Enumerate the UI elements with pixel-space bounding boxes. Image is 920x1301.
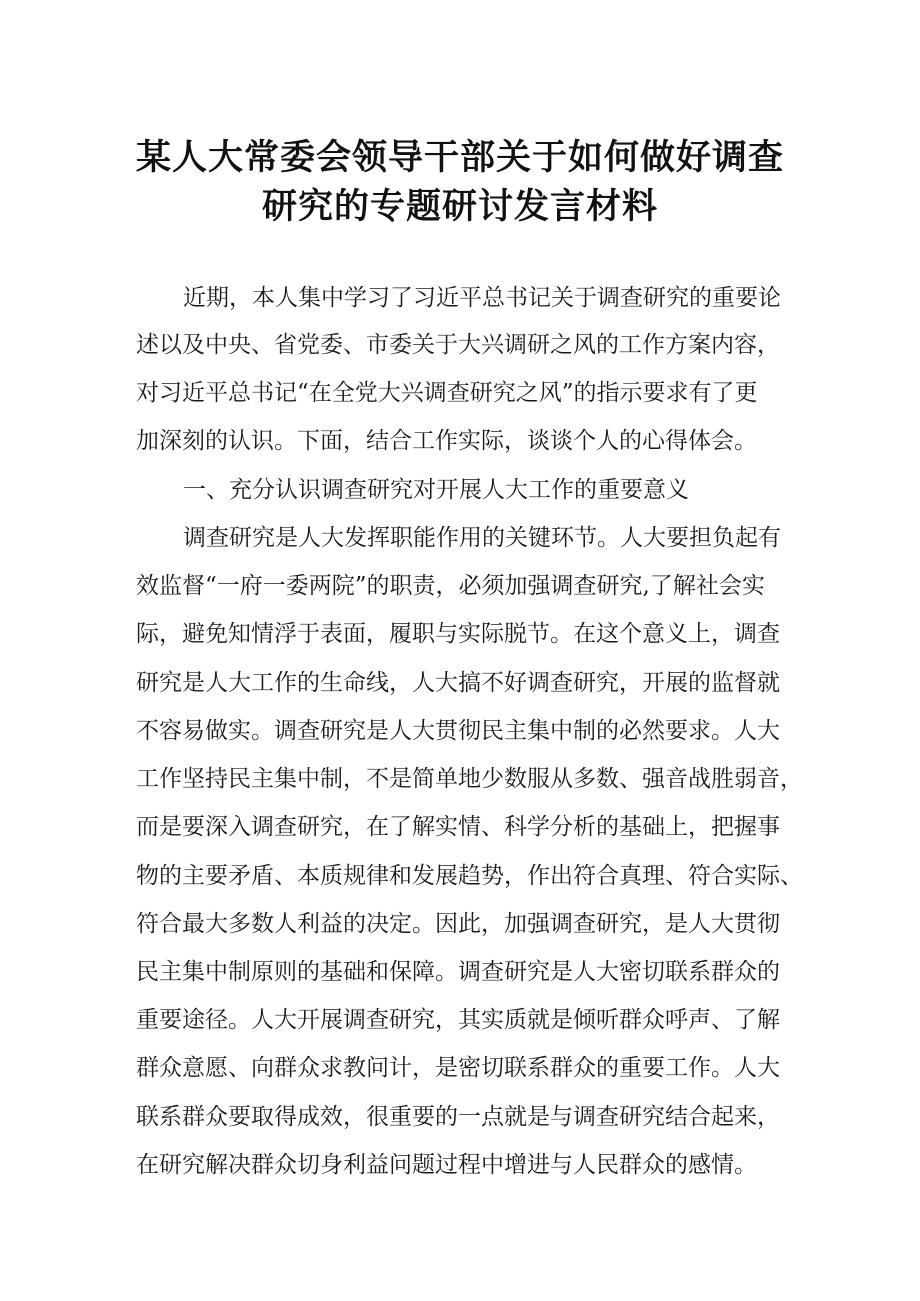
- document-title-line-1: 某人大常委会领导干部关于如何做好调查: [135, 138, 784, 178]
- body-line: 物的主要矛盾、本质规律和发展趋势，作出符合真理、符合实际、: [136, 863, 803, 889]
- body-line: 研究是人大工作的生命线，人大搞不好调查研究，开展的监督就: [136, 670, 780, 696]
- document-body: [136, 283, 803, 1183]
- body-line: 联系群众要取得成效，很重要的一点就是与调查研究结合起来，: [136, 1104, 780, 1130]
- body-line: 近期，本人集中学习了习近平总书记关于调查研究的重要论: [183, 285, 781, 311]
- body-line: 际，避免知情浮于表面，履职与实际脱节。在这个意义上，调查: [136, 621, 780, 647]
- section-heading: 一、充分认识调查研究对开展人大工作的重要意义: [183, 477, 689, 503]
- body-line: 工作坚持民主集中制，不是简单地少数服从多数、强音战胜弱音，: [136, 766, 803, 792]
- body-line: 对习近平总书记“在全党大兴调查研究之风”的指示要求有了更: [136, 380, 758, 406]
- body-line: 述以及中央、省党委、市委关于大兴调研之风的工作方案内容，: [136, 332, 780, 358]
- body-line: 调查研究是人大发挥职能作用的关键环节。人大要担负起有: [183, 525, 781, 551]
- document-title-line-2: 研究的专题研讨发言材料: [261, 187, 658, 227]
- body-line: 加深刻的认识。下面，结合工作实际，谈谈个人的心得体会。: [136, 428, 757, 454]
- body-line: 民主集中制原则的基础和保障。调查研究是人大密切联系群众的: [136, 959, 780, 985]
- body-line: 效监督“一府一委两院”的职责，必须加强调查研究,了解社会实: [136, 573, 765, 599]
- body-line: 符合最大多数人利益的决定。因此，加强调查研究，是人大贯彻: [136, 911, 780, 937]
- body-line: 重要途径。人大开展调查研究，其实质就是倾听群众呼声、了解: [136, 1007, 780, 1033]
- body-line: 群众意愿、向群众求教问计，是密切联系群众的重要工作。人大: [136, 1055, 780, 1081]
- body-line: 不容易做实。调查研究是人大贯彻民主集中制的必然要求。人大: [136, 718, 780, 744]
- body-line: 在研究解决群众切身利益问题过程中增进与人民群众的感情。: [136, 1152, 757, 1178]
- body-line: 而是要深入调查研究，在了解实情、科学分析的基础上，把握事: [136, 814, 780, 840]
